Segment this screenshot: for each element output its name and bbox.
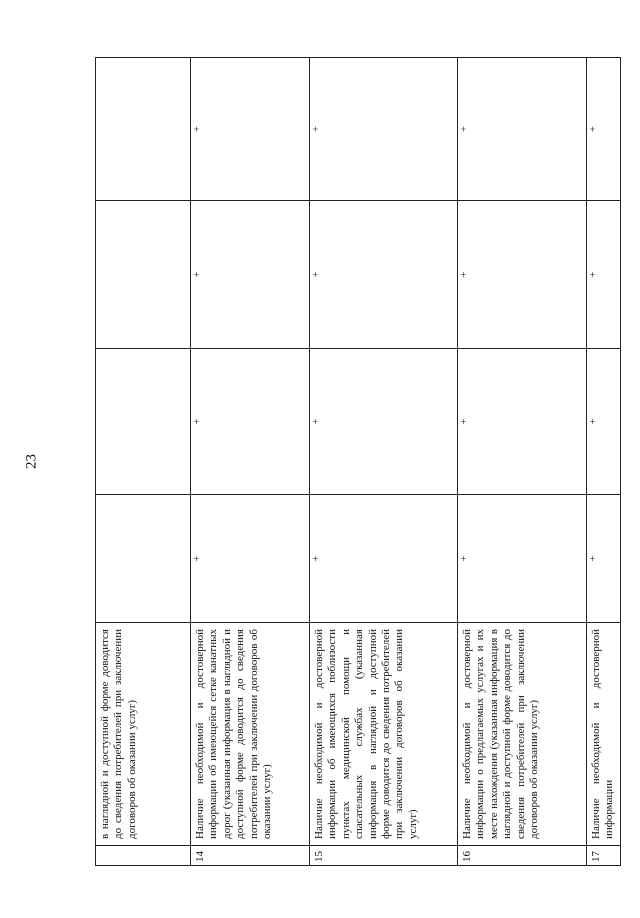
row-number: 14 [191, 846, 310, 866]
table-row [96, 58, 191, 866]
row-description: в наглядной и доступной форме доводится до сведения потребителей при заключении договоров об оказании услуг) [96, 623, 191, 846]
table-row [310, 58, 458, 866]
table-row [587, 58, 621, 866]
row-description: Наличие необходимой и достоверной информации об имеющейся сетке канатных дорог (указанная информация в наглядной и доступной форме доводится до сведения потребителей при заключении договоров об оказании услуг) [191, 623, 310, 846]
row-mark: + [191, 201, 310, 349]
row-mark: + [310, 349, 458, 495]
row-mark: + [458, 495, 587, 623]
row-number: 15 [310, 846, 458, 866]
rotated-table-wrapper [95, 58, 616, 866]
row-mark: + [310, 201, 458, 349]
row-mark: + [191, 495, 310, 623]
row-mark: + [310, 58, 458, 201]
row-mark: + [587, 349, 621, 495]
row-mark: + [191, 349, 310, 495]
table-row [191, 58, 310, 866]
row-mark [96, 495, 191, 623]
row-mark: + [458, 349, 587, 495]
row-number [96, 846, 191, 866]
row-mark [96, 201, 191, 349]
row-number: 17 [587, 846, 621, 866]
page-number: 23 [23, 454, 40, 469]
row-description: Наличие необходимой и достоверной информации об имеющихся поблизости пунктах медицинской помощи и спасательных службах (указанная информация в наглядной и доступной форме доводится до сведения потребителей при заключении договоров об оказании услуг) [310, 623, 458, 846]
row-number: 16 [458, 846, 587, 866]
row-mark: + [587, 201, 621, 349]
row-mark: + [587, 495, 621, 623]
criteria-table [95, 57, 621, 866]
row-mark: + [191, 58, 310, 201]
row-mark: + [587, 58, 621, 201]
row-mark: + [458, 201, 587, 349]
row-description: Наличие необходимой и достоверной информации о предлагаемых услугах и их месте нахождения (указанная информация в наглядной и доступной форме доводится до сведения потребителей при заключении договоров об оказании услуг) [458, 623, 587, 846]
row-description: Наличие необходимой и достоверной информации [587, 623, 621, 846]
row-mark: + [310, 495, 458, 623]
row-mark [96, 58, 191, 201]
row-mark: + [458, 58, 587, 201]
table-row [458, 58, 587, 866]
row-mark [96, 349, 191, 495]
